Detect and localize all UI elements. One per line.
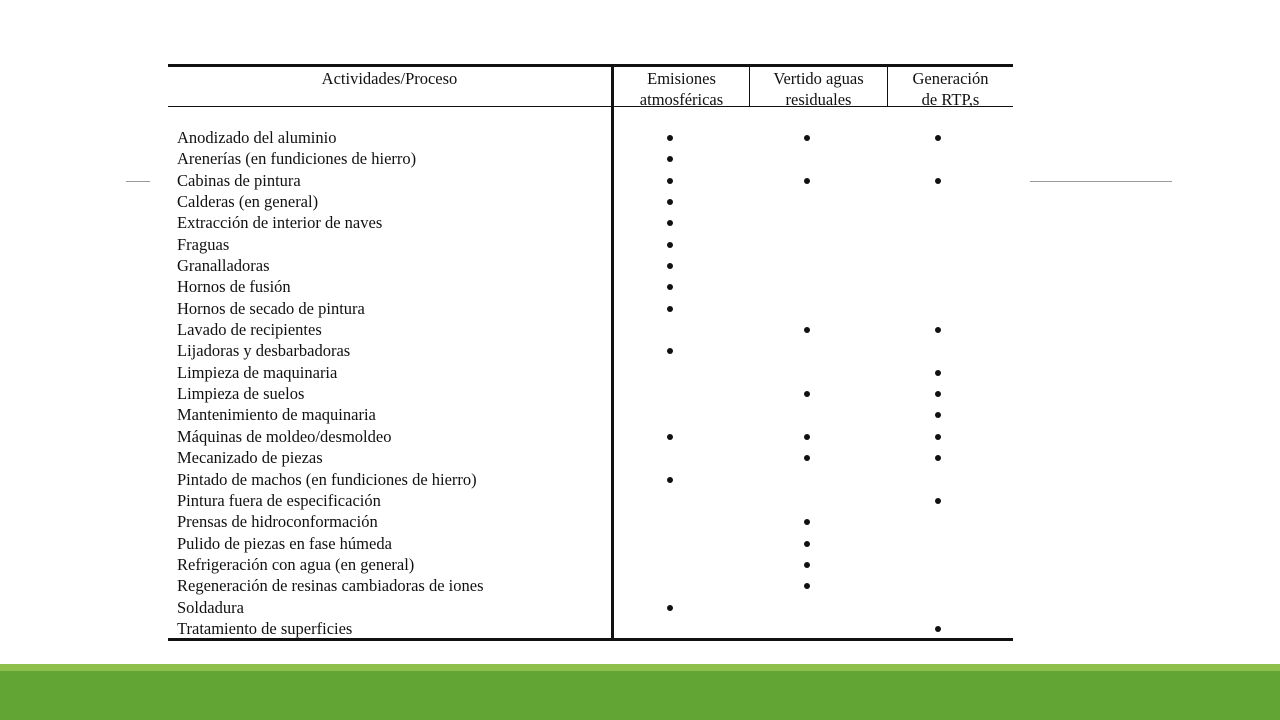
activity-label: Hornos de secado de pintura xyxy=(177,298,365,318)
header-wastewater: Vertido aguas residuales xyxy=(773,69,864,109)
table-row xyxy=(168,148,1013,169)
decorative-line-right xyxy=(1030,181,1172,182)
rtp-bullet-icon xyxy=(935,327,941,333)
activity-label: Tratamiento de superficies xyxy=(177,618,353,638)
activity-label: Pintado de machos (en fundiciones de hierro) xyxy=(177,469,477,489)
activity-label: Soldadura xyxy=(177,597,244,617)
table-row xyxy=(168,469,1013,490)
table-row xyxy=(168,276,1013,297)
activity-label: Calderas (en general) xyxy=(177,192,319,212)
header-rtp: Generación de RTP,s xyxy=(912,69,989,109)
rtp-bullet-icon xyxy=(935,135,941,141)
table-row xyxy=(168,191,1013,212)
emissions-bullet-icon xyxy=(667,263,673,269)
table-row xyxy=(168,575,1013,596)
activity-label: Mecanizado de piezas xyxy=(177,448,323,468)
table-row xyxy=(168,234,1013,255)
activity-label: Máquinas de moldeo/desmoldeo xyxy=(177,426,392,446)
decorative-line-left xyxy=(126,181,150,182)
rtp-bullet-icon xyxy=(935,391,941,397)
table-row xyxy=(168,511,1013,532)
emissions-bullet-icon xyxy=(667,199,673,205)
activity-label: Granalladoras xyxy=(177,256,270,276)
table-row xyxy=(168,127,1013,148)
rtp-bullet-icon xyxy=(935,412,941,418)
emissions-bullet-icon xyxy=(667,220,673,226)
emissions-bullet-icon xyxy=(667,156,673,162)
emissions-bullet-icon xyxy=(667,242,673,248)
table-row xyxy=(168,170,1013,191)
emissions-bullet-icon xyxy=(667,284,673,290)
activity-label: Refrigeración con agua (en general) xyxy=(177,554,415,574)
activity-label: Lijadoras y desbarbadoras xyxy=(177,341,351,361)
activity-label: Prensas de hidroconformación xyxy=(177,512,378,532)
table-row xyxy=(168,255,1013,276)
emissions-bullet-icon xyxy=(667,135,673,141)
table-row xyxy=(168,554,1013,575)
emissions-bullet-icon xyxy=(667,178,673,184)
activities-impact-table xyxy=(168,64,1013,641)
activity-label: Anodizado del aluminio xyxy=(177,128,337,147)
rtp-bullet-icon xyxy=(935,178,941,184)
wastewater-bullet-icon xyxy=(804,541,810,547)
table-row xyxy=(168,426,1013,447)
footer-accent-band xyxy=(0,664,1280,671)
activity-label: Cabinas de pintura xyxy=(177,170,301,190)
table-row xyxy=(168,404,1013,425)
table-row xyxy=(168,319,1013,340)
emissions-bullet-icon xyxy=(667,434,673,440)
rtp-bullet-icon xyxy=(935,434,941,440)
table-row xyxy=(168,597,1013,618)
activity-label: Lavado de recipientes xyxy=(177,320,322,340)
table-row xyxy=(168,447,1013,468)
rtp-bullet-icon xyxy=(935,498,941,504)
header-activity: Actividades/Proceso xyxy=(321,69,458,88)
wastewater-bullet-icon xyxy=(804,519,810,525)
rtp-bullet-icon xyxy=(935,626,941,632)
table-row xyxy=(168,490,1013,511)
activity-label: Limpieza de suelos xyxy=(177,384,305,404)
activity-label: Hornos de fusión xyxy=(177,277,291,297)
rtp-bullet-icon xyxy=(935,370,941,376)
activity-label: Fraguas xyxy=(177,234,230,254)
wastewater-bullet-icon xyxy=(804,178,810,184)
table-body xyxy=(168,127,1013,639)
table-row xyxy=(168,340,1013,361)
emissions-bullet-icon xyxy=(667,348,673,354)
rtp-bullet-icon xyxy=(935,455,941,461)
table-row xyxy=(168,533,1013,554)
table-row xyxy=(168,618,1013,639)
table-row xyxy=(168,362,1013,383)
activity-label: Arenerías (en fundiciones de hierro) xyxy=(177,149,417,169)
wastewater-bullet-icon xyxy=(804,327,810,333)
activity-label: Mantenimiento de maquinaria xyxy=(177,405,376,425)
activity-label: Regeneración de resinas cambiadoras de iones xyxy=(177,576,484,596)
wastewater-bullet-icon xyxy=(804,391,810,397)
wastewater-bullet-icon xyxy=(804,562,810,568)
footer-bar xyxy=(0,671,1280,720)
wastewater-bullet-icon xyxy=(804,135,810,141)
activity-label: Pulido de piezas en fase húmeda xyxy=(177,533,392,553)
emissions-bullet-icon xyxy=(667,306,673,312)
table-row xyxy=(168,298,1013,319)
activity-label: Extracción de interior de naves xyxy=(177,213,383,233)
emissions-bullet-icon xyxy=(667,605,673,611)
table-row xyxy=(168,212,1013,233)
activity-label: Limpieza de maquinaria xyxy=(177,362,338,382)
wastewater-bullet-icon xyxy=(804,455,810,461)
wastewater-bullet-icon xyxy=(804,434,810,440)
emissions-bullet-icon xyxy=(667,477,673,483)
activity-label: Pintura fuera de especificación xyxy=(177,490,381,510)
table-row xyxy=(168,383,1013,404)
wastewater-bullet-icon xyxy=(804,583,810,589)
header-emissions: Emisiones atmosféricas xyxy=(639,69,724,109)
